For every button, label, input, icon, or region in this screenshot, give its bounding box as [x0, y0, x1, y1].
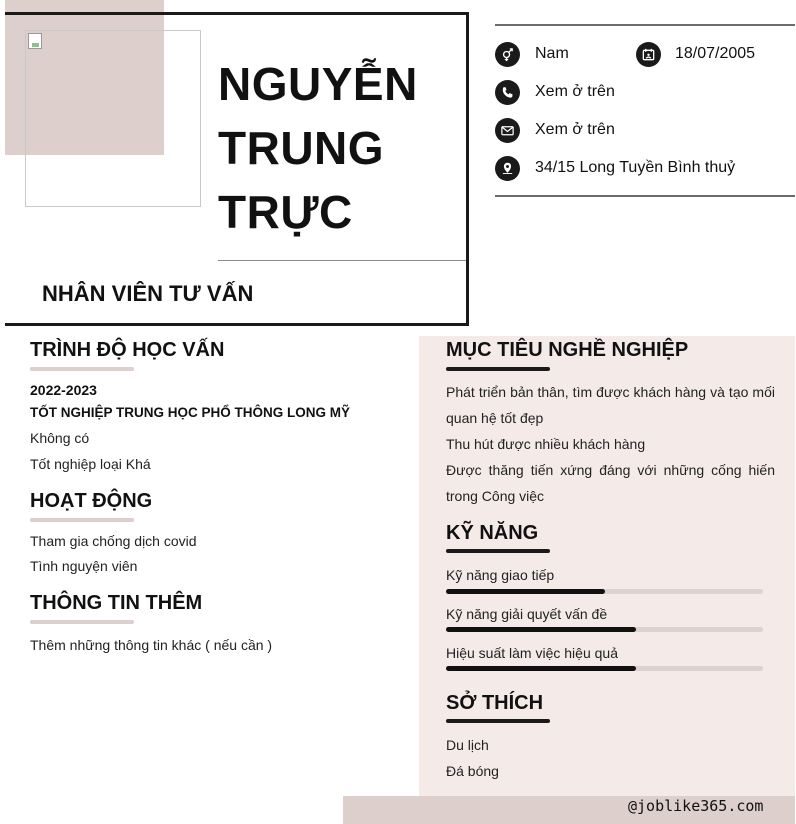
- name-line-3: TRỰC: [218, 186, 353, 238]
- extra-info-item: Thêm những thông tin khác ( nếu cần ): [30, 637, 273, 653]
- skill-bar-fill: [446, 589, 605, 594]
- career-goals-heading-underline: [446, 367, 550, 371]
- education-period: 2022-2023: [30, 382, 97, 398]
- activity-item: Tình nguyện viên: [30, 558, 138, 574]
- email-value: Xem ở trên: [535, 121, 615, 138]
- birthday-value: 18/07/2005: [675, 45, 756, 62]
- skill-bar-track: [446, 666, 763, 671]
- activities-heading: HOẠT ĐỘNG: [30, 490, 153, 512]
- contact-divider-bottom: [495, 195, 795, 197]
- avatar: [25, 30, 201, 207]
- address-value: 34/15 Long Tuyền Bình thuỷ: [535, 159, 736, 176]
- hobbies-heading: SỞ THÍCH: [446, 692, 544, 714]
- skill-bar-fill: [446, 666, 636, 671]
- name-line-2: TRUNG: [218, 122, 385, 174]
- name-line-1: NGUYỄN: [218, 58, 418, 110]
- skill-bar-track: [446, 627, 763, 632]
- education-school: TỐT NGHIỆP TRUNG HỌC PHỔ THÔNG LONG MỸ: [30, 405, 351, 420]
- education-heading-underline: [30, 367, 134, 371]
- skill-label: Kỹ năng giải quyết vấn đề: [446, 606, 608, 622]
- activities-heading-underline: [30, 518, 134, 522]
- gender-icon: [495, 42, 520, 67]
- phone-value: Xem ở trên: [535, 83, 615, 100]
- skill-label: Kỹ năng giao tiếp: [446, 567, 555, 583]
- job-title: NHÂN VIÊN TƯ VẤN: [42, 281, 254, 306]
- contact-divider-top: [495, 24, 795, 26]
- phone-icon: [495, 80, 520, 105]
- hobby-item: Đá bóng: [446, 763, 499, 779]
- full-name: [218, 52, 418, 244]
- name-divider: [218, 260, 466, 261]
- hobby-item: Du lịch: [446, 737, 489, 753]
- activity-item: Tham gia chống dịch covid: [30, 533, 197, 549]
- skills-heading-underline: [446, 549, 550, 553]
- education-result: Tốt nghiệp loại Khá: [30, 456, 151, 472]
- gender-value: Nam: [535, 45, 569, 62]
- site-watermark[interactable]: @joblike365.com: [628, 797, 764, 815]
- career-goals-heading: MỤC TIÊU NGHỀ NGHIỆP: [446, 339, 689, 361]
- skill-bar-fill: [446, 627, 636, 632]
- career-goal-item: Được thăng tiến xứng đáng với những cống hiến trong Công việc: [446, 462, 775, 504]
- education-heading: TRÌNH ĐỘ HỌC VẤN: [30, 339, 225, 361]
- location-pin-icon: [495, 156, 520, 181]
- skills-heading: KỸ NĂNG: [446, 522, 539, 544]
- career-goal-item: Thu hút được nhiều khách hàng: [446, 436, 646, 452]
- extra-info-heading-underline: [30, 620, 134, 624]
- hobbies-heading-underline: [446, 719, 550, 723]
- broken-image-icon: [28, 33, 42, 49]
- education-major: Không có: [30, 430, 90, 446]
- extra-info-heading: THÔNG TIN THÊM: [30, 592, 203, 614]
- calendar-icon: [636, 42, 661, 67]
- skill-label: Hiệu suất làm việc hiệu quả: [446, 645, 618, 661]
- career-goal-item: Phát triển bản thân, tìm được khách hàng và tạo mối quan hệ tốt đẹp: [446, 384, 775, 426]
- skill-bar-track: [446, 589, 763, 594]
- email-icon: [495, 118, 520, 143]
